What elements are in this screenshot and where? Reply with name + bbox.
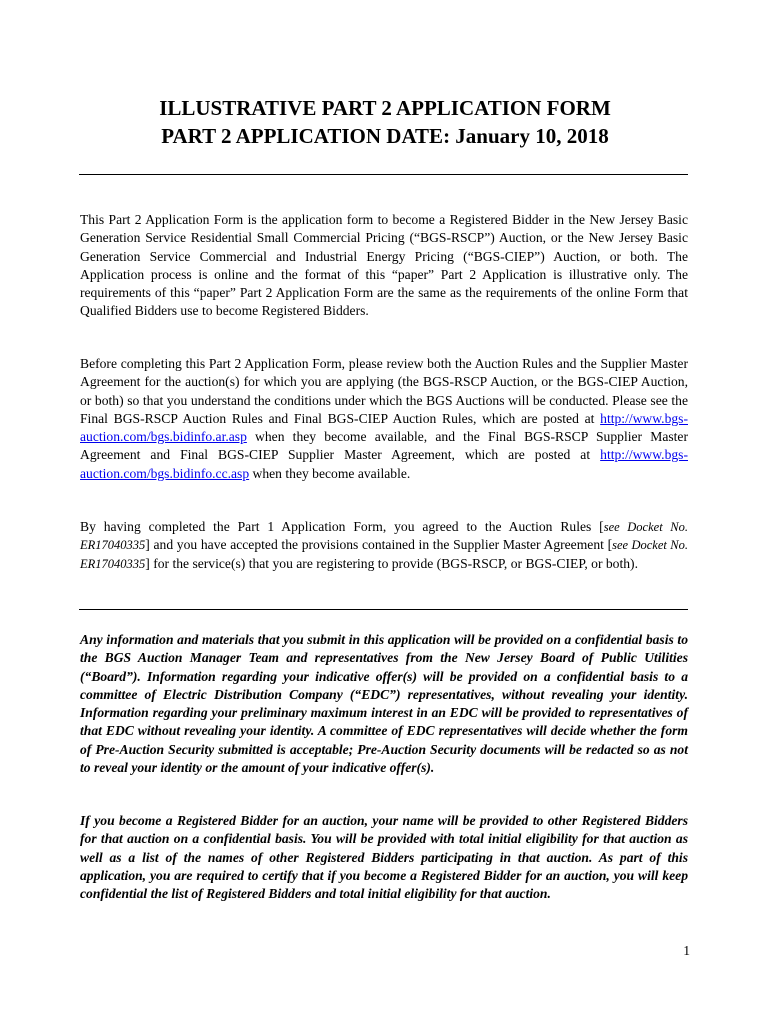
page-number: 1 (683, 943, 690, 958)
section-divider (79, 609, 688, 610)
part1-paragraph (80, 518, 688, 573)
review-paragraph (80, 355, 688, 483)
auction-rules-link[interactable]: http://www.bgs-auction.com/bgs.bidinfo.ar.asp (80, 410, 688, 445)
review-text-b: when they become available, and the Final BGS-RSCP Supplier Master Agreement and Final BGS-CIEP Supplier Master Agreement, which are posted at (80, 429, 688, 463)
confidentiality-paragraph-1: Any information and materials that you submit in this application will be provided on a confidential basis to the BGS Auction Manager Team and representatives from the New Jersey Board of Public Utilities (“Board”). Information regarding your indicative offer(s) will be provided on a confidential basis to a committee of Electric Distribution Company (“EDC”) representatives, without revealing your identity. Information regarding your preliminary maximum interest in an EDC will be provided to representatives of that EDC without revealing your identity. A committee of EDC representatives will decide whether the form of Pre-Auction Security submitted is acceptable; Pre-Auction Security documents will be redacted so as not to reveal your identity or the amount of your indicative offer(s). (80, 632, 688, 776)
part1-text-c: ] for the service(s) that you are registering to provide (BGS-RSCP, or BGS-CIEP, or both). (145, 555, 638, 571)
part1-text-a: By having completed the Part 1 Application Form, you agreed to the Auction Rules [ (80, 519, 604, 534)
title-divider (79, 174, 688, 175)
title-line-1: ILLUSTRATIVE PART 2 APPLICATION FORM (159, 96, 611, 120)
part1-text-b: ] and you have accepted the provisions contained in the Supplier Master Agreement [ (145, 537, 613, 553)
supplier-agreement-link[interactable]: http://www.bgs-auction.com/bgs.bidinfo.cc.asp (80, 447, 688, 481)
page-title (0, 94, 770, 150)
docket-reference-1: see Docket No. ER17040335 (80, 520, 688, 553)
review-text-a: Before completing this Part 2 Application Form, please review both the Auction Rules and the Supplier Master Agreement for the auction(s) for which you are applying (the BGS-RSCP Auction, or the BGS-CIEP Auction, or both) so that you understand the conditions under which the BGS Auctions will be conducted. Please see the Final BGS-RSCP Auction Rules and Final BGS-CIEP Auction Rules, which are posted at (80, 356, 688, 426)
docket-reference-2: see Docket No. ER17040335 (80, 538, 688, 571)
review-text-c: when they become available. (249, 465, 411, 481)
confidentiality-paragraph-2: If you become a Registered Bidder for an auction, your name will be provided to other Registered Bidders for that auction on a confidential basis. You will be provided with total initial eligibility for that auction as well as a list of the names of other Registered Bidders participating in that auction. As part of this application, you are required to certify that if you become a Registered Bidder for an auction, you will keep confidential the list of Registered Bidders and total initial eligibility for that auction. (80, 813, 688, 902)
title-line-2: PART 2 APPLICATION DATE: January 10, 2018 (161, 124, 609, 148)
intro-paragraph: This Part 2 Application Form is the application form to become a Registered Bidder in the New Jersey Basic Generation Service Residential Small Commercial Pricing (“BGS-RSCP”) Auction, or the New Jersey Basic Generation Service Commercial and Industrial Energy Pricing (“BGS-CIEP”) Auction, or both. The Application process is online and the format of this “paper” Part 2 Application is illustrative only. The requirements of this “paper” Part 2 Application Form are the same as the requirements of the online Form that Qualified Bidders use to become Registered Bidders. (80, 212, 688, 319)
